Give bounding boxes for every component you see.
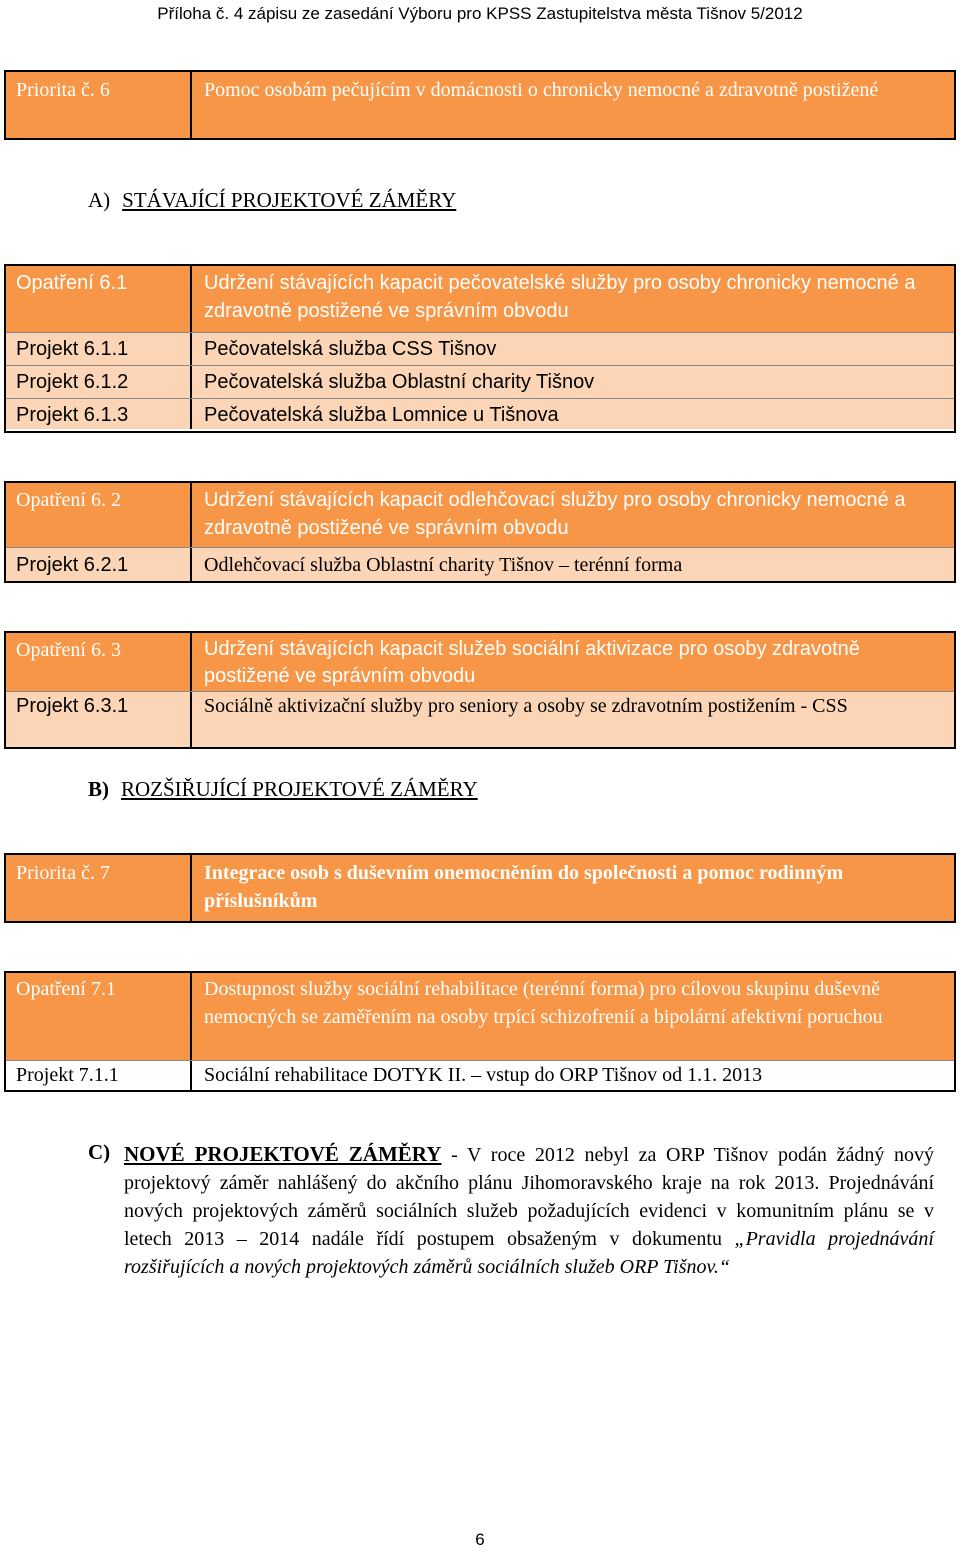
measure-text: Udržení stávajících kapacit služeb sociální aktivizace pro osoby zdravotně postižené ve správním obvodu: [204, 638, 860, 687]
measure-6-1-table: [4, 264, 956, 433]
measure-label: Opatření 6. 2: [16, 489, 121, 511]
section-a-heading: [88, 188, 456, 213]
measure-6-2-table: [4, 481, 956, 583]
measure-label: Opatření 6.1: [16, 272, 128, 294]
section-title: ROZŠIŘUJÍCÍ PROJEKTOVÉ ZÁMĚRY: [121, 777, 478, 801]
page-header: Příloha č. 4 zápisu ze zasedání Výboru pro KPSS Zastupitelstva města Tišnov 5/2012: [157, 4, 803, 23]
table-row: [6, 365, 954, 398]
priority-text: Integrace osob s duševním onemocněním do společnosti a pomoc rodinným příslušníkům: [204, 862, 844, 912]
priority-6-box: [4, 70, 956, 140]
section-c-text: - V roce 2012 nebyl za ORP Tišnov podán žádný nový projektový záměr nahlášený do akčního plánu Jihomoravského kraje na rok 2013. Projednávání nových projektových záměrů sociálních služeb požadujících evidenci v komunitním plánu se v letech 2013 – 2014 nadále řídí postupem obsaženým v dokumentu: [124, 1144, 934, 1250]
measure-7-1-table: [4, 971, 956, 1092]
measure-6-3-table: [4, 631, 956, 749]
table-row: [6, 547, 954, 581]
measure-text: Dostupnost služby sociální rehabilitace (terénní forma) pro cílovou skupinu duševně nemocných se zaměřením na osoby trpící schizofrenií a bipolární afektivní poruchou: [204, 978, 883, 1028]
table-row: [6, 691, 954, 747]
project-text: Sociální rehabilitace DOTYK II. – vstup do ORP Tišnov od 1.1. 2013: [204, 1064, 763, 1086]
project-label: Projekt 6.1.3: [16, 404, 129, 426]
measure-label: Opatření 6. 3: [16, 639, 121, 661]
measure-label: Opatření 7.1: [16, 978, 116, 1000]
measure-text: Udržení stávajících kapacit pečovatelské služby pro osoby chronicky nemocné a zdravotně postižené ve správním obvodu: [204, 272, 916, 322]
table-row: [6, 1060, 954, 1090]
section-c-paragraph: [124, 1140, 934, 1281]
project-label: Projekt 6.1.2: [16, 371, 129, 393]
priority-text: Pomoc osobám pečujícím v domácnosti o chronicky nemocné a zdravotně postižené: [204, 79, 879, 101]
project-text: Odlehčovací služba Oblastní charity Tišnov – terénní forma: [204, 554, 683, 576]
priority-7-box: [4, 853, 956, 923]
section-letter: B): [88, 777, 109, 801]
section-b-heading: [88, 777, 478, 802]
project-text: Sociálně aktivizační služby pro seniory a osoby se zdravotním postižením - CSS: [204, 695, 848, 717]
project-label: Projekt 6.1.1: [16, 338, 129, 360]
page-number: 6: [475, 1530, 485, 1549]
project-label: Projekt 6.3.1: [16, 695, 129, 717]
project-text: Pečovatelská služba Oblastní charity Tišnov: [204, 371, 595, 393]
section-c-document-title: „Pravidla projednávání rozšiřujících a nových projektových záměrů sociálních služeb ORP Tišnov.“: [124, 1228, 934, 1278]
priority-label: Priorita č. 7: [16, 862, 110, 884]
table-row: [6, 398, 954, 429]
project-text: Pečovatelská služba Lomnice u Tišnova: [204, 404, 559, 426]
section-title: STÁVAJÍCÍ PROJEKTOVÉ ZÁMĚRY: [122, 188, 457, 212]
section-title: NOVÉ PROJEKTOVÉ ZÁMĚRY: [124, 1142, 442, 1166]
project-label: Projekt 6.2.1: [16, 554, 129, 576]
project-text: Pečovatelská služba CSS Tišnov: [204, 338, 497, 360]
project-label: Projekt 7.1.1: [16, 1064, 119, 1086]
table-row: [6, 332, 954, 365]
section-letter: A): [88, 188, 111, 212]
priority-label: Priorita č. 6: [16, 79, 110, 101]
section-c-letter: C): [88, 1140, 111, 1164]
measure-text: Udržení stávajících kapacit odlehčovací služby pro osoby chronicky nemocné a zdravotně postižené ve správním obvodu: [204, 489, 906, 539]
